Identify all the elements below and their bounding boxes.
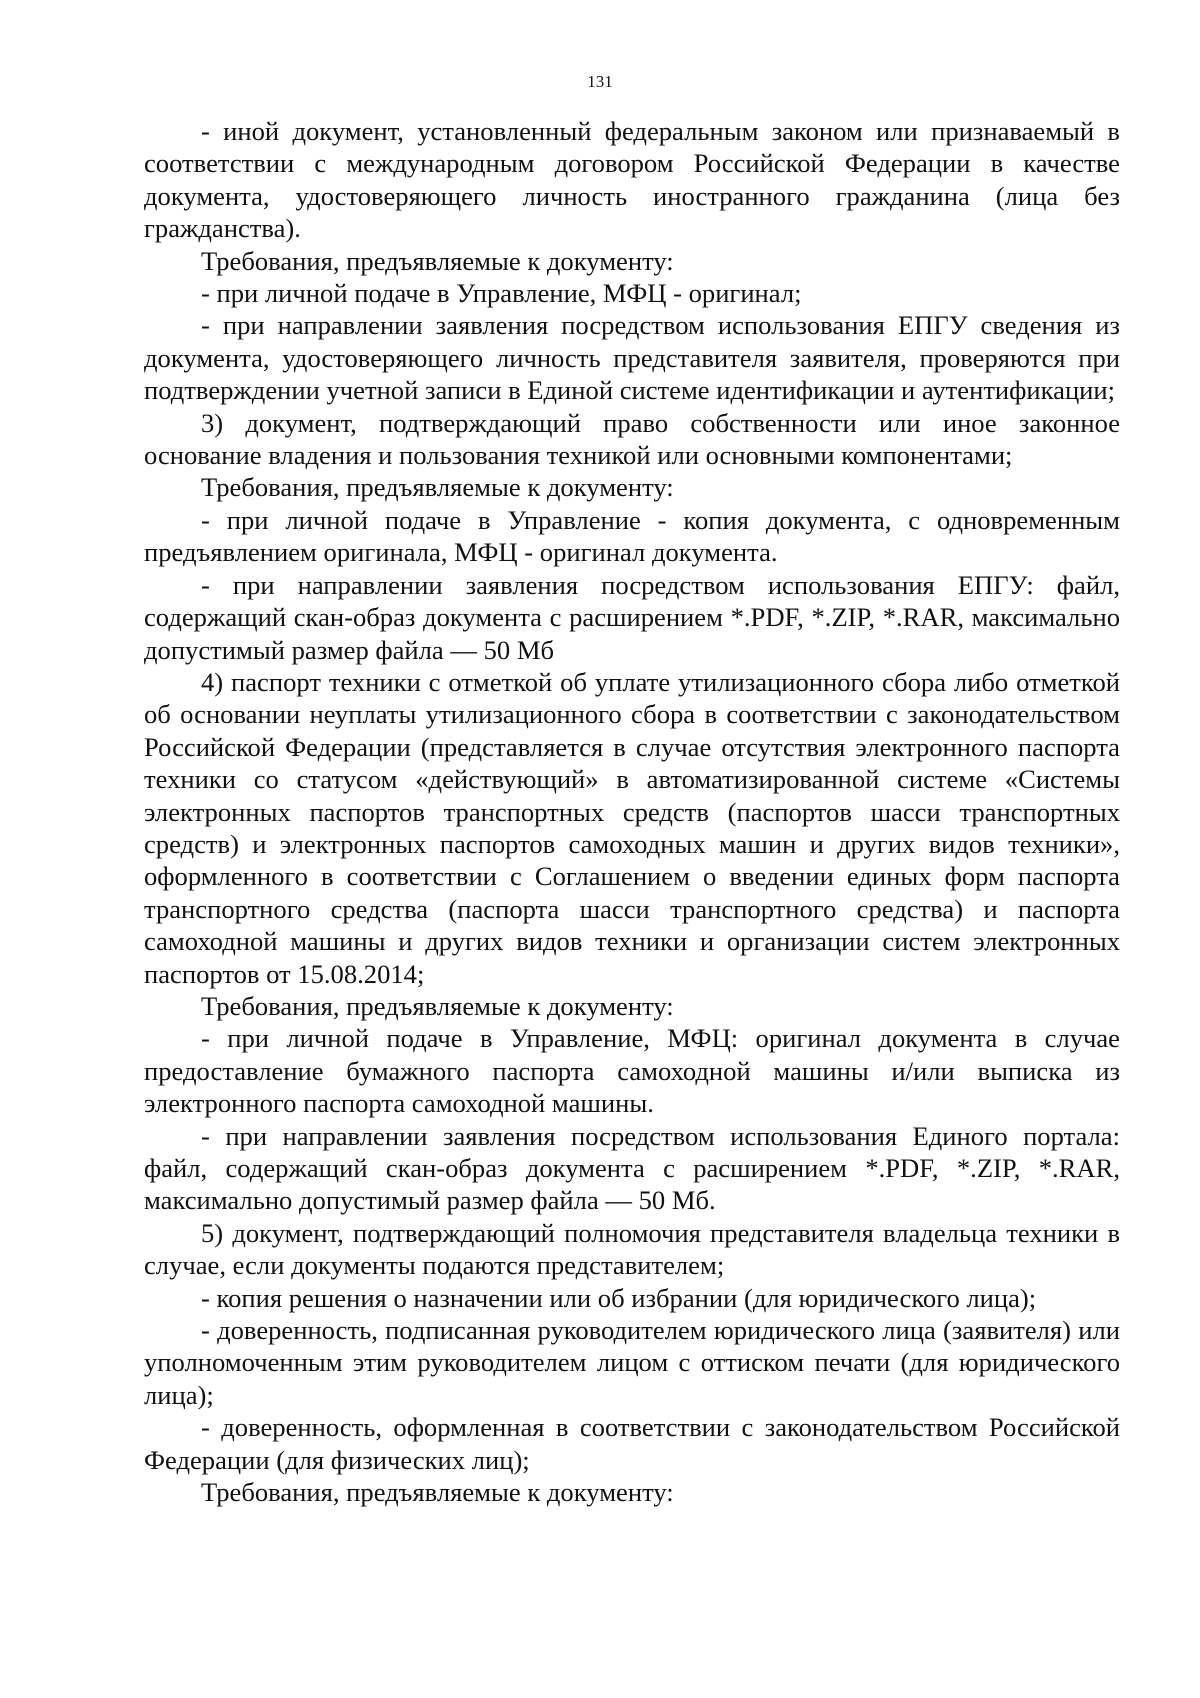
paragraph-portal-file-upload: - при направлении заявления посредством использования Единого портала: файл, содержащий скан-образ документа с расширением *.PDF, *.ZIP, *.RAR, максимально допустимый размер файла — 50 Мб. xyxy=(144,1120,1120,1216)
paragraph-power-of-attorney-legal-entity: - доверенность, подписанная руководителем юридического лица (заявителя) или уполномоченным этим руководителем лицом с оттиском печати (для юридического лица); xyxy=(144,1315,1120,1410)
paragraph-in-person-paper-passport: - при личной подаче в Управление, МФЦ: оригинал документа в случае предоставление бумажного паспорта самоходной машины и/или выписка из электронного паспорта самоходной машины. xyxy=(144,1023,1120,1119)
paragraph-requirements-heading: Требования, предъявляемые к документу: xyxy=(201,245,674,276)
paragraph-other-identity-document: - иной документ, установленный федеральным законом или признаваемый в соответствии с международным договором Российской Федерации в качестве документа, удостоверяющего личность иностранного гражданина (лица без гражданства). xyxy=(144,116,1120,244)
paragraph-in-person-original: - при личной подаче в Управление, МФЦ - оригинал; xyxy=(201,278,802,309)
paragraph-item-5-representative-authority: 5) документ, подтверждающий полномочия представителя владельца техники в случае, если документы подаются представителем; xyxy=(144,1217,1120,1281)
paragraph-power-of-attorney-individuals: - доверенность, оформленная в соответствии с законодательством Российской Федерации (для физических лиц); xyxy=(144,1412,1120,1475)
paragraph-item-4-vehicle-passport: 4) паспорт техники с отметкой об уплате утилизационного сбора либо отметкой об основании неуплаты утилизационного сбора в соответствии с законодательством Российской Федерации (представляется в случае отсутствия электронного паспорта техники со статусом «действующий» в автоматизированной системе «Системы электронных паспортов транспортных средств (паспортов шасси транспортных средств) и электронных паспортов самоходных машин и других видов техники», оформленного в соответствии с Соглашением о введении единых форм паспорта транспортного средства (паспорта шасси транспортного средства) и паспорта самоходной машины и других видов техники и организации систем электронных паспортов от 15.08.2014; xyxy=(144,666,1120,989)
paragraph-requirements-heading: Требования, предъявляемые к документу: xyxy=(201,990,674,1021)
paragraph-in-person-copy: - при личной подаче в Управление - копия документа, с одновременным предъявлением оригинала, МФЦ - оригинал документа. xyxy=(144,504,1120,568)
paragraph-requirements-heading: Требования, предъявляемые к документу: xyxy=(201,1477,674,1508)
paragraph-item-3-ownership-document: 3) документ, подтверждающий право собственности или иное законное основание владения и пользования техникой или основными компонентами; xyxy=(144,407,1120,471)
paragraph-appointment-decision-copy: - копия решения о назначении или об избрании (для юридического лица); xyxy=(201,1282,1037,1313)
document-body xyxy=(144,115,1120,1508)
paragraph-requirements-heading: Требования, предъявляемые к документу: xyxy=(201,472,674,503)
page-number: 131 xyxy=(587,72,613,91)
paragraph-epgu-file-upload: - при направлении заявления посредством использования ЕПГУ: файл, содержащий скан-образ документа с расширением *.PDF, *.ZIP, *.RAR, максимально допустимый размер файла — 50 Мб xyxy=(144,569,1120,665)
paragraph-epgu-identity-check: - при направлении заявления посредством использования ЕПГУ сведения из документа, удостоверяющего личность представителя заявителя, проверяются при подтверждении учетной записи в Единой системе идентификации и аутентификации; xyxy=(144,310,1120,406)
